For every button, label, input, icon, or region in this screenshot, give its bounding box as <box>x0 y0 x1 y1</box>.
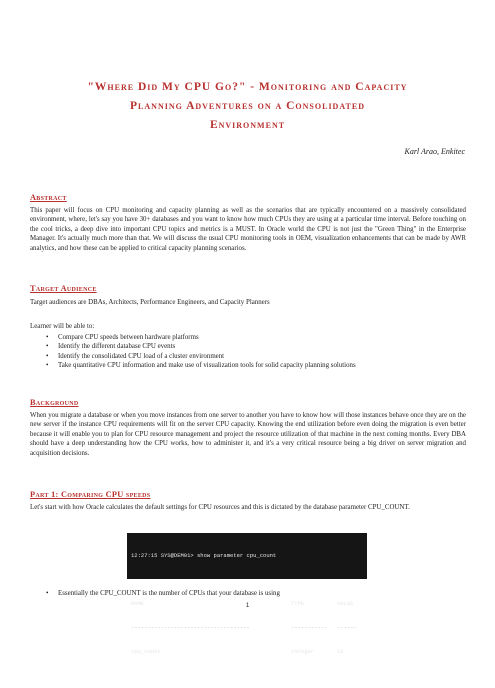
terminal-separator-name: ------------------------------------ <box>131 624 250 631</box>
page-number: 1 <box>245 603 250 609</box>
abstract-heading: Abstract <box>30 193 67 202</box>
bullet-icon: • <box>46 589 49 597</box>
background-heading: Background <box>30 398 79 407</box>
bullet-item: • Identify the consolidated CPU load of a cluster environment <box>46 351 225 360</box>
title-line-3: Environment <box>209 119 286 131</box>
bullet-icon: • <box>46 333 49 341</box>
terminal-blank-row <box>131 576 363 584</box>
terminal-header-type: TYPE <box>291 600 305 607</box>
title-line-1: "Where Did My CPU Go?" - Monitoring and Capacity <box>87 81 408 93</box>
paper-title <box>30 78 465 135</box>
bullet-item: • Take quantitative CPU information and make use of visualization tools for solid capacity planning solutions <box>46 361 356 370</box>
part1-text: Let's start with how Oracle calculates the default settings for CPU resources and this is dictated by the database parameter CPU_COUNT. <box>30 504 410 511</box>
terminal-header-value: VALUE <box>337 600 354 607</box>
background-text: When you migrate a database or when you move instances from one server to another you have to know how will those instances behave once they are on the new server if the instance CPU requirements will fit on the server CPU capacity. Knowing the end utilization before even doing the migration is even better because it will enable you to plan for CPU resource management and project the resource utilization of that machine in the next coming months. Every DBA should have a deep understanding how the CPU works, how to administer it, and it's a very critical resource being a big driver on server migration and acquisition decisions. <box>30 412 466 457</box>
terminal-row-name: cpu_count <box>131 648 161 655</box>
target-audience-heading: Target Audience <box>30 284 97 293</box>
terminal-separator-row <box>131 624 363 632</box>
terminal-row-value: 16 <box>337 648 344 655</box>
terminal-separator-type: ----------- <box>291 624 328 631</box>
terminal-separator-value: ------ <box>337 624 357 631</box>
terminal-header-name: NAME <box>131 600 145 607</box>
terminal-row-type: integer <box>291 648 315 655</box>
terminal-prompt-row <box>131 552 363 560</box>
author-line: Karl Arao, Enkitec <box>404 147 465 156</box>
learner-intro: Learner will be able to: <box>30 323 95 330</box>
learner-bullets <box>30 333 466 371</box>
bullet-item: • Identify the different database CPU events <box>46 342 176 351</box>
terminal-prompt: 12:27:15 SYS@DEM01> show parameter cpu_count <box>131 552 277 559</box>
terminal-result-row <box>131 648 363 656</box>
target-audience-text: Target audiences are DBAs, Architects, Performance Engineers, and Capacity Planners <box>30 299 270 306</box>
part1-bullets <box>30 589 466 598</box>
bullet-item: • Essentially the CPU_COUNT is the number of CPUs that your database is using <box>46 589 280 597</box>
title-line-2: Planning Adventures on a Consolidated <box>130 100 365 112</box>
bullet-icon: • <box>46 342 49 351</box>
part1-heading: Part 1: Comparing CPU speeds <box>30 490 151 499</box>
bullet-item: • Compare CPU speeds between hardware platforms <box>46 333 199 341</box>
bullet-icon: • <box>46 351 49 360</box>
abstract-text: This paper will focus on CPU monitoring and capacity planning as well as the scenarios that are typically encountered on a massively consolidated environment, where, let's say you have 30+ databases and you want to know how much CPUs they are using at a particular time interval. Before touching on the cool tricks, a deep dive into important CPU topics and metrics is a MUST. In Oracle world the CPU is not just the "Green Thing" in the Enterprise Manager. It's actually much more than that. We will discuss the usual CPU monitoring tools in OEM, visualization enhancements that can be made by AWR analytics, and how these can be applied to critical capacity planning scenarios. <box>30 207 466 252</box>
bullet-icon: • <box>46 361 49 370</box>
